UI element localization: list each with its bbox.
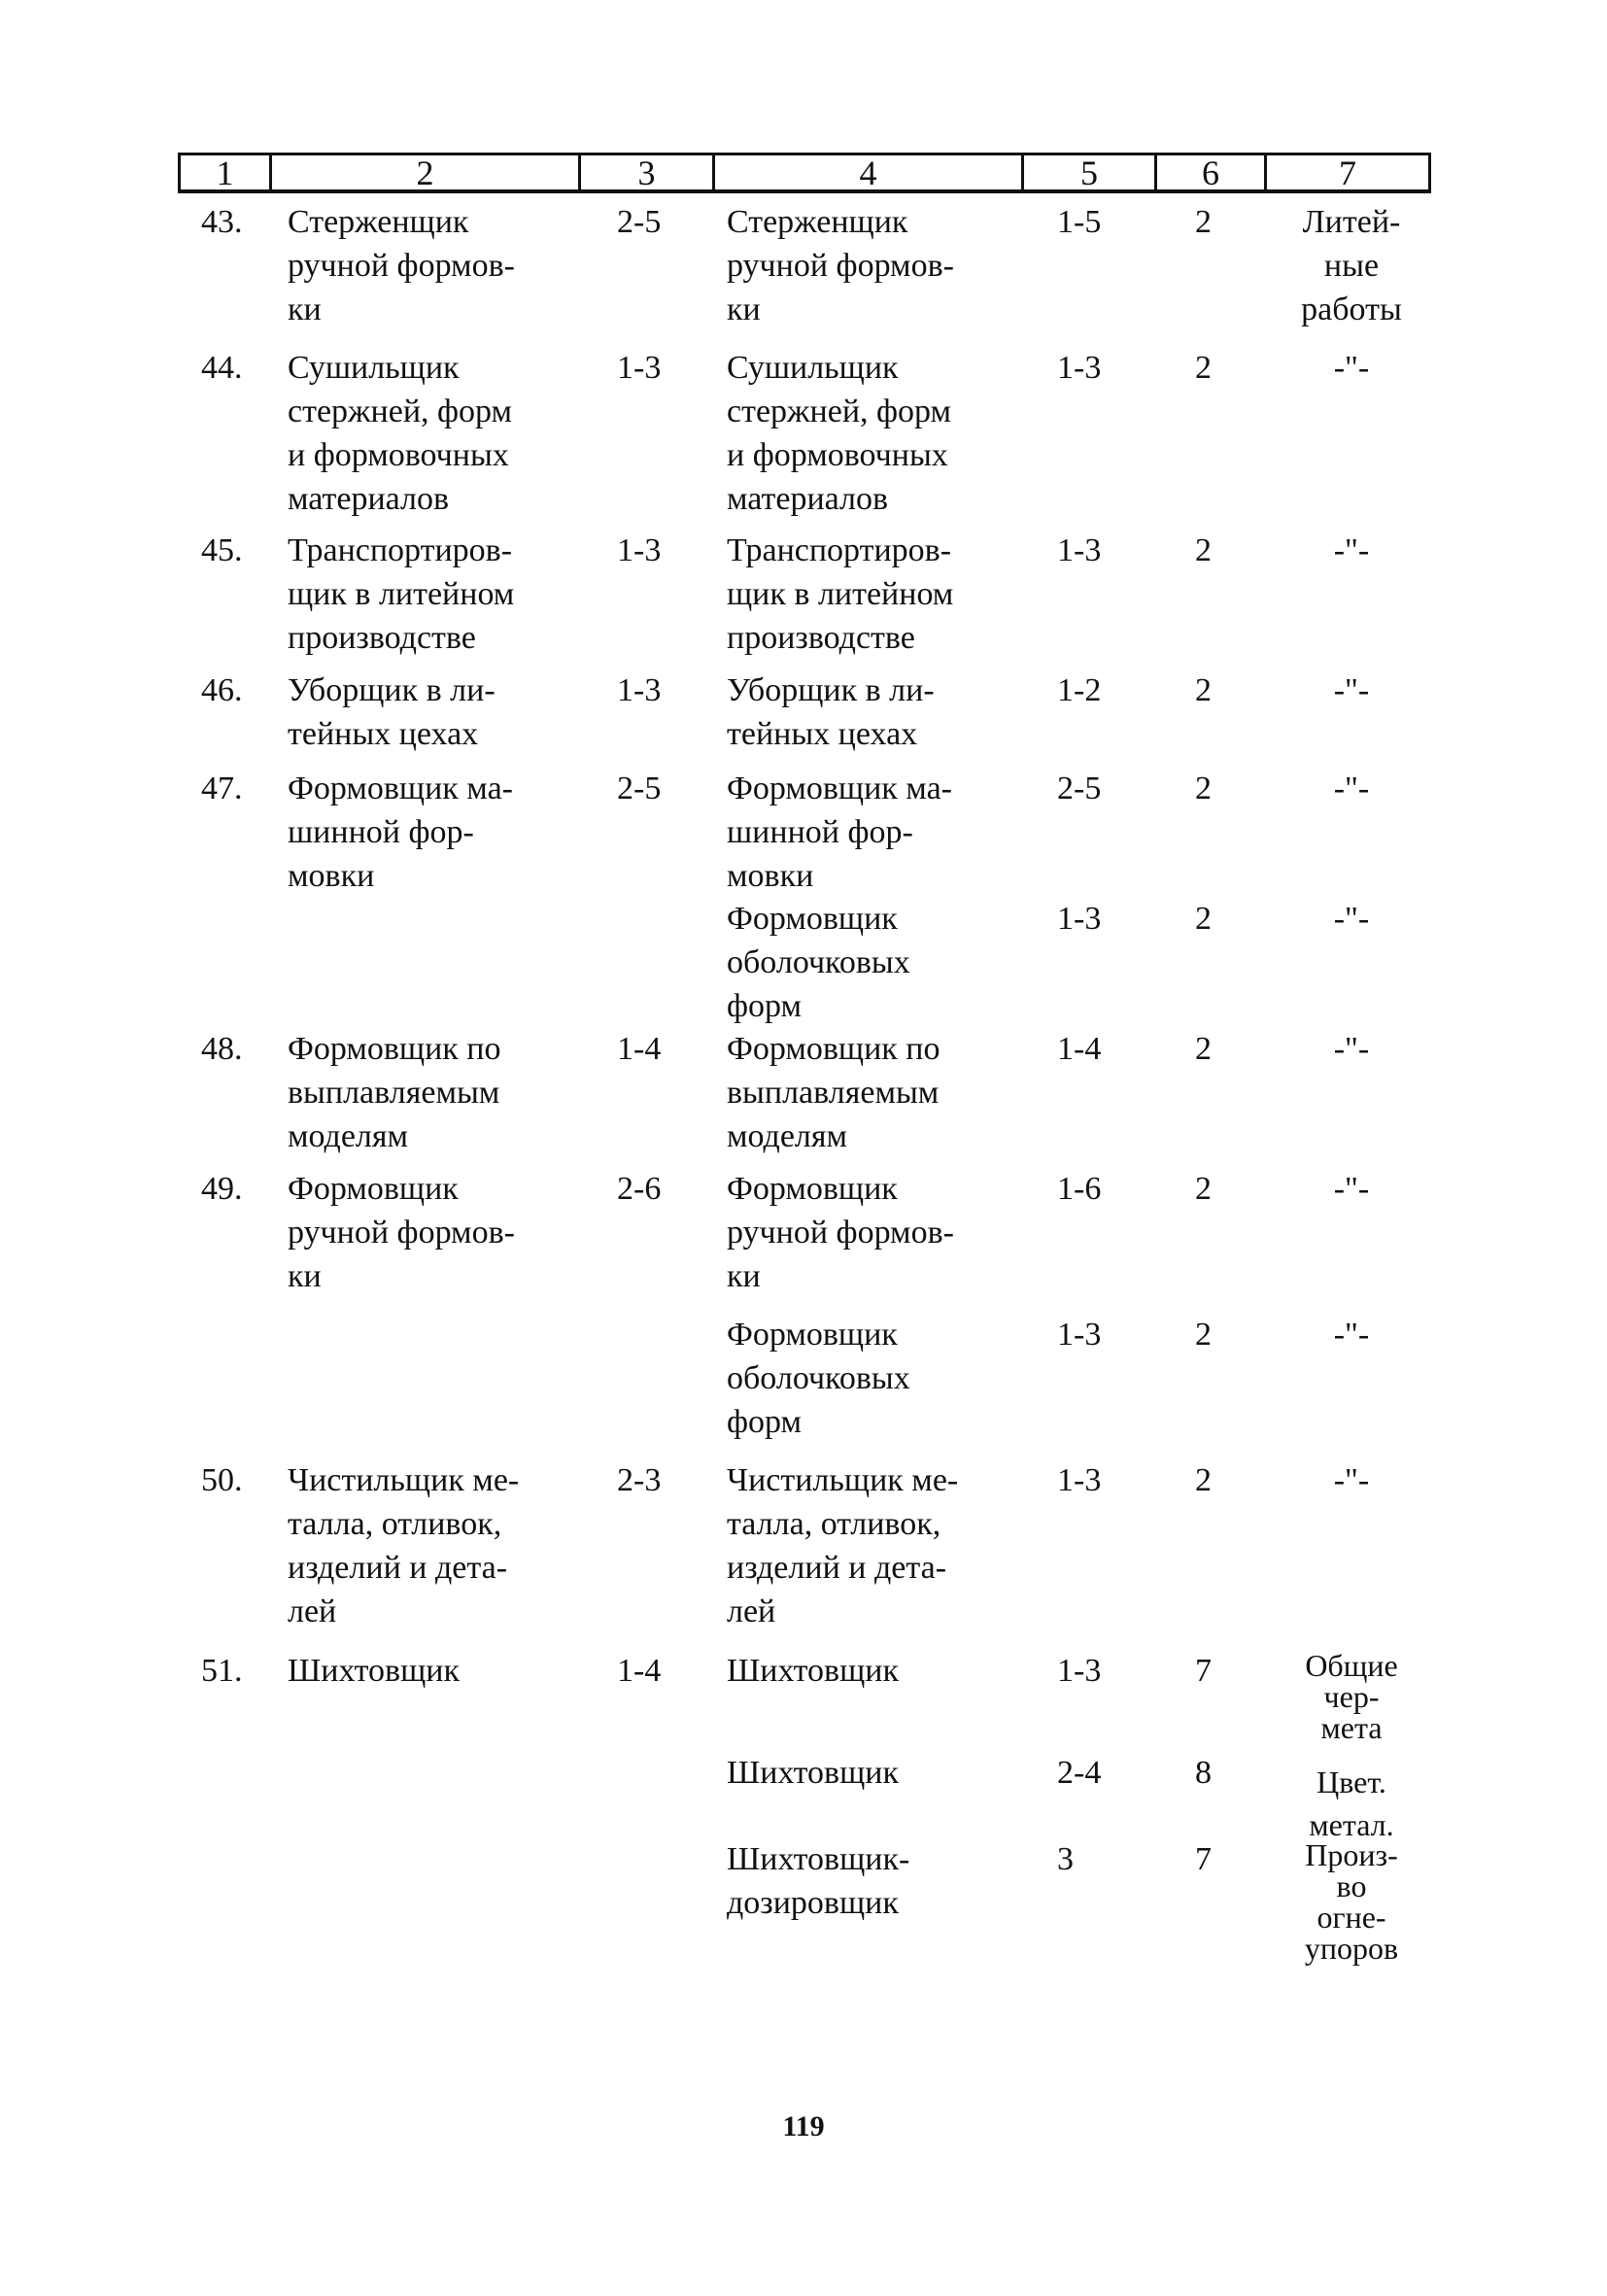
row-number: 51. <box>201 1653 243 1689</box>
issue-number: 7 <box>1195 1653 1212 1689</box>
grade-range-new: 3 <box>1057 1841 1074 1877</box>
section-name: -"- <box>1333 771 1370 806</box>
grade-range-old: 1-4 <box>617 1031 662 1067</box>
section-name: Цвет. метал. <box>1309 1765 1394 1842</box>
profession-new: Транспортиров- щик в литейном производстве <box>727 532 954 656</box>
profession-new: Сушильщик стержней, форм и формовочных материалов <box>727 350 952 517</box>
section-name: -"- <box>1333 1317 1370 1353</box>
grade-range-old: 1-3 <box>617 350 662 386</box>
issue-number: 2 <box>1195 1317 1212 1353</box>
grade-range-old: 2-5 <box>617 204 662 240</box>
grade-range-old: 2-5 <box>617 771 662 806</box>
table-header <box>178 153 1431 193</box>
grade-range-new: 1-4 <box>1057 1031 1102 1067</box>
issue-number: 2 <box>1195 350 1212 386</box>
profession-new: Формовщик ручной формов- ки <box>727 1171 954 1294</box>
grade-range-new: 1-3 <box>1057 350 1102 386</box>
issue-number: 2 <box>1195 672 1212 708</box>
section-name: Литей- ные работы <box>1301 204 1402 327</box>
header-col-7: 7 <box>1339 153 1356 192</box>
grade-range-old: 1-3 <box>617 672 662 708</box>
row-number: 50. <box>201 1462 243 1498</box>
profession-new: Чистильщик ме- талла, отливок, изделий и дета- лей <box>727 1462 959 1629</box>
profession-new: Шихтовщик <box>727 1755 900 1791</box>
profession-old: Формовщик по выплавляемым моделям <box>288 1031 501 1154</box>
profession-old: Уборщик в ли- тейных цехах <box>288 672 496 752</box>
grade-range-new: 1-3 <box>1057 901 1102 937</box>
section-name: -"- <box>1333 1462 1370 1498</box>
profession-old: Чистильщик ме- талла, отливок, изделий и дета- лей <box>288 1462 520 1629</box>
row-number: 45. <box>201 532 243 568</box>
issue-number: 8 <box>1195 1755 1212 1791</box>
grade-range-new: 1-3 <box>1057 1653 1102 1689</box>
issue-number: 2 <box>1195 1462 1212 1498</box>
header-col-4: 4 <box>715 155 1024 189</box>
profession-new: Формовщик оболочковых форм <box>727 901 910 1024</box>
grade-range-new: 1-6 <box>1057 1171 1102 1207</box>
grade-range-new: 1-2 <box>1057 672 1102 708</box>
profession-new: Формовщик по выплавляемым моделям <box>727 1031 940 1154</box>
issue-number: 7 <box>1195 1841 1212 1877</box>
profession-new: Формовщик ма- шинной фор- мовки <box>727 771 953 894</box>
profession-new: Уборщик в ли- тейных цехах <box>727 672 935 752</box>
row-number: 47. <box>201 771 243 806</box>
section-name: -"- <box>1333 350 1370 386</box>
issue-number: 2 <box>1195 771 1212 806</box>
issue-number: 2 <box>1195 532 1212 568</box>
header-col-5: 5 <box>1024 155 1157 189</box>
row-number: 46. <box>201 672 243 708</box>
section-name: -"- <box>1333 672 1370 708</box>
grade-range-new: 2-4 <box>1057 1755 1102 1791</box>
row-number: 49. <box>201 1171 243 1207</box>
grade-range-new: 1-5 <box>1057 204 1102 240</box>
section-name: -"- <box>1333 1171 1370 1207</box>
section-name: -"- <box>1333 532 1370 568</box>
profession-new: Формовщик оболочковых форм <box>727 1317 910 1440</box>
row-number: 43. <box>201 204 243 240</box>
profession-old: Сушильщик стержней, форм и формовочных материалов <box>288 350 513 517</box>
profession-old: Стерженщик ручной формов- ки <box>288 204 515 327</box>
section-name: -"- <box>1333 1031 1370 1067</box>
header-col-2: 2 <box>272 155 581 189</box>
header-col-6: 6 <box>1157 155 1267 189</box>
grade-range-old: 2-6 <box>617 1171 662 1207</box>
grade-range-new: 1-3 <box>1057 1462 1102 1498</box>
row-number: 48. <box>201 1031 243 1067</box>
grade-range-old: 2-3 <box>617 1462 662 1498</box>
grade-range-new: 2-5 <box>1057 771 1102 806</box>
section-name: -"- <box>1333 901 1370 937</box>
profession-old: Шихтовщик <box>288 1653 461 1689</box>
grade-range-old: 1-4 <box>617 1653 662 1689</box>
page-number: 119 <box>782 2110 825 2142</box>
grade-range-new: 1-3 <box>1057 532 1102 568</box>
header-col-1: 1 <box>181 155 272 189</box>
section-name: Произ- во огне- упоров <box>1304 1837 1399 1966</box>
profession-old: Транспортиров- щик в литейном производстве <box>288 532 515 656</box>
issue-number: 2 <box>1195 1171 1212 1207</box>
profession-old: Формовщик ручной формов- ки <box>288 1171 515 1294</box>
issue-number: 2 <box>1195 901 1212 937</box>
section-name: Общие чер- мета <box>1305 1648 1398 1745</box>
profession-new: Шихтовщик- дозировщик <box>727 1841 910 1921</box>
profession-old: Формовщик ма- шинной фор- мовки <box>288 771 514 894</box>
grade-range-old: 1-3 <box>617 532 662 568</box>
profession-new: Шихтовщик <box>727 1653 900 1689</box>
profession-new: Стерженщик ручной формов- ки <box>727 204 954 327</box>
issue-number: 2 <box>1195 204 1212 240</box>
issue-number: 2 <box>1195 1031 1212 1067</box>
grade-range-new: 1-3 <box>1057 1317 1102 1353</box>
header-col-3: 3 <box>581 155 715 189</box>
row-number: 44. <box>201 350 243 386</box>
